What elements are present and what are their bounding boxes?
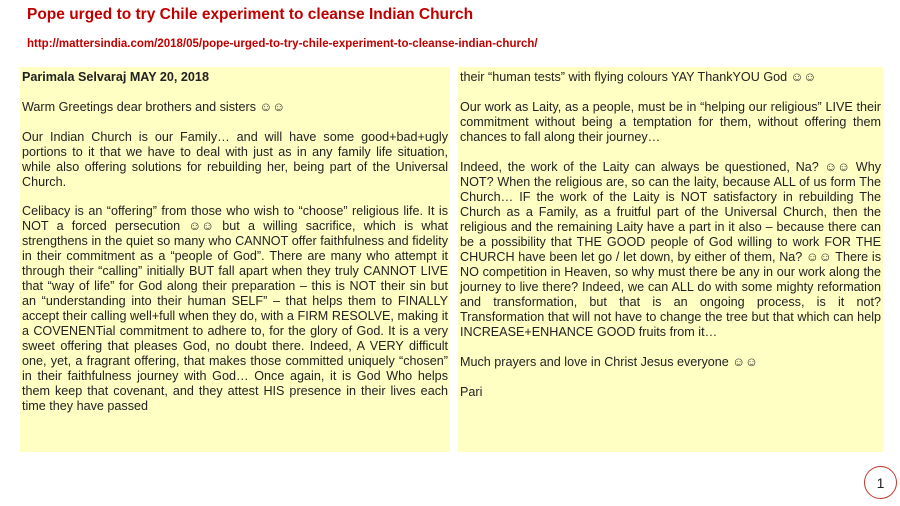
comment-author-line: Parimala Selvaraj MAY 20, 2018 (22, 70, 209, 84)
comment-paragraph: Our work as Laity, as a people, must be in “helping our religious” LIVE their commitment without being a temptation for them, without offering them chances to fall along their journey… (460, 100, 881, 144)
comment-paragraph: Warm Greetings dear brothers and sisters ☺☺ (22, 100, 286, 114)
page-number: 1 (876, 474, 885, 491)
comment-paragraph: Celibacy is an “offering” from those who wish to “choose” religious life. It is NOT a forced persecution ☺☺ but a willing sacrifice, which is what strengthens in the quiet so many who CANNOT offer faithfulness and fidelity in their commitment as a “people of God”. There are many who attempt it through their “calling” initially BUT fall apart when they truly CANNOT LIVE that “way of life” for God along their preparation – this is NOT their sin but an “understanding into their human SELF” – that helps them to FINALLY accept their calling well+full when they do, with a FIRM RESOLVE, making it a COVENENTial commitment to adhere to, for the glory of God. It is a very sweet offering that pleases God, no doubt there. Indeed, A VERY difficult one, yet, a fragrant offering, that makes those committed uniquely “chosen” in their faithfulness journey with God… Once again, it is God Who helps them keep that covenant, and they attest HIS presence in their lives each time they have passed (22, 204, 448, 413)
comment-column-right (458, 67, 883, 452)
comment-signature: Pari (460, 385, 483, 399)
comment-column-left (20, 67, 450, 452)
page-number-badge (864, 466, 897, 499)
comment-paragraph: their “human tests” with flying colours YAY ThankYOU God ☺☺ (460, 70, 817, 84)
comment-paragraph: Indeed, the work of the Laity can always be questioned, Na? ☺☺ Why NOT? When the religious are, so can the laity, because ALL of us form The Church… IF the work of the Laity is NOT satisfactory in rebuilding The Church as a Family, as a fruitful part of the Universal Church, then the religious and the remaining Laity have a part in it also – because there can be a possibility that THE GOOD people of God willing to work FOR THE CHURCH have been let go / let down, by either of them, Na? ☺☺ There is NO competition in Heaven, so why must there be any in our work along the journey to live there? Indeed, we can ALL do with some mighty reformation and transformation, but that is an ongoing process, is it not? Transformation that will not have to change the tree but that which can help INCREASE+ENHANCE GOOD fruits from it… (460, 160, 881, 339)
comment-paragraph: Much prayers and love in Christ Jesus everyone ☺☺ (460, 355, 759, 369)
comment-paragraph: Our Indian Church is our Family… and will have some good+bad+ugly portions to it that we have to deal with just as in any family life situation, while also offering solutions for rebuilding her, being part of the Universal Church. (22, 130, 448, 189)
article-title: Pope urged to try Chile experiment to cleanse Indian Church (27, 6, 474, 23)
article-url: http://mattersindia.com/2018/05/pope-urged-to-try-chile-experiment-to-cleanse-indian-church/ (27, 38, 538, 50)
